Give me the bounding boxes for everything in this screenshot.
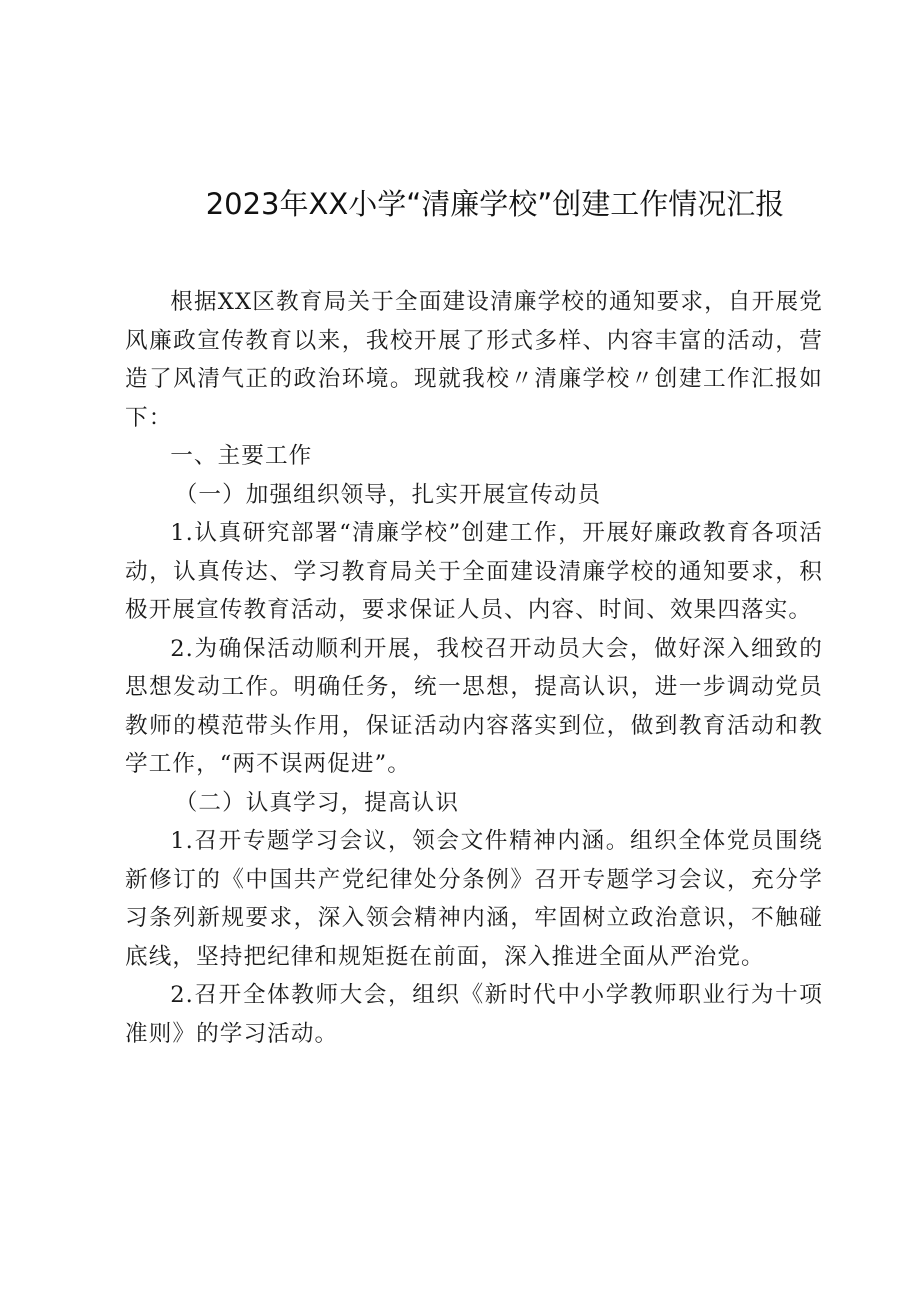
document-body (125, 283, 823, 1053)
subsection-heading-organization: （一）加强组织领导，扎实开展宣传动员 (174, 481, 602, 508)
paragraph-item-2-1: 1.召开专题学习会议，领会文件精神内涵。组织全体党员围绕新修订的《中国共产党纪律处分条例》召开专题学习会议，充分学习条列新规要求，深入领会精神内涵，牢固树立政治意识，不触碰底线，坚持把纪律和规矩挺在前面，深入推进全面从严治党。 (125, 828, 823, 970)
paragraph-item-1-2: 2.为确保活动顺利开展，我校召开动员大会，做好深入细致的思想发动工作。明确任务，统一思想，提高认识，进一步调动党员教师的模范带头作用，保证活动内容落实到位，做到教育活动和教学工作，“两不误两促进”。 (125, 635, 823, 777)
document-title: 2023年XX小学“清廉学校”创建工作情况汇报 (205, 187, 785, 221)
paragraph-item-1-1: 1.认真研究部署“清廉学校”创建工作，开展好廉政教育各项活动，认真传达、学习教育局关于全面建设清廉学校的通知要求，积极开展宣传教育活动，要求保证人员、内容、时间、效果四落实。 (125, 520, 823, 623)
subsection-heading-study: （二）认真学习，提高认识 (174, 789, 460, 816)
paragraph-item-2-2: 2.召开全体教师大会，组织《新时代中小学教师职业行为十项准则》的学习活动。 (125, 982, 823, 1047)
section-heading-main-work: 一、主要工作 (170, 443, 313, 469)
intro-paragraph: 根据XX区教育局关于全面建设清廉学校的通知要求，自开展党风廉政宣传教育以来，我校开展了形式多样、内容丰富的活动，营造了风清气正的政治环境。现就我校〃清廉学校〃创建工作汇报如下： (125, 289, 823, 431)
